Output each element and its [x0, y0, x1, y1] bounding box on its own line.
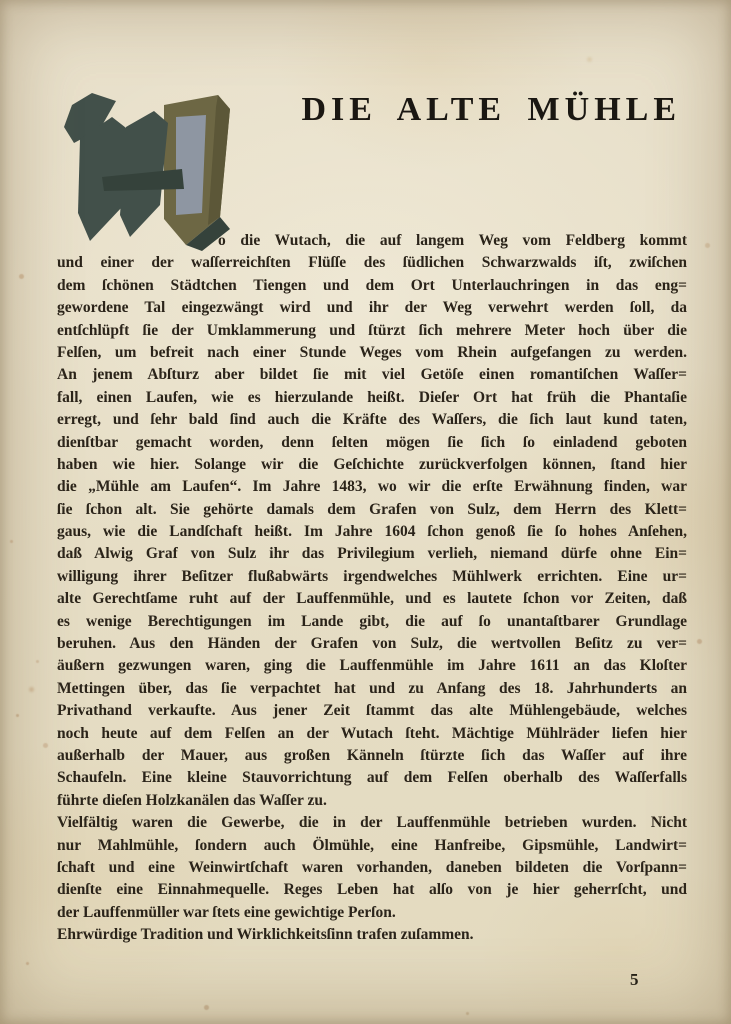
- text-line: entſchlüpft ſie der Umklammerung und ſtürzt ſich mehrere Meter hoch über die: [57, 321, 687, 339]
- text-line: daß Alwig Graf von Sulz ihr das Privilegium verlieh, niemand dürfe ohne Ein=: [57, 545, 687, 563]
- text-line: haben wie hier. Solange wir die Geſchichte zurückverfolgen können, ſtand hier: [57, 455, 687, 473]
- drop-cap-panel: [176, 115, 206, 215]
- text-line: An jenem Abſturz aber bildet ſie mit viel Getöſe einen romantiſchen Waſſer=: [57, 366, 687, 384]
- text-line: gewordene Tal eingezwängt wird und ihr der Weg verwehrt werden ſoll, da: [57, 299, 687, 317]
- illuminated-initial-w: [60, 87, 232, 253]
- text-line: dem ſchönen Städtchen Tiengen und dem Ort Unterlauchringen in das eng=: [57, 276, 687, 294]
- text-line: alte Gerechtſame ruht auf der Lauffenmühle, und es lautete ſchon vor Zeiten, daß: [57, 590, 687, 608]
- text-line: außerhalb der Mauer, aus großen Känneln ſtürzte ſich das Waſſer auf ihre: [57, 746, 687, 764]
- text-line: dienſte eine Einnahmequelle. Reges Leben hat alſo von je hier geherrſcht, und: [57, 881, 687, 899]
- body-text: [57, 230, 687, 947]
- text-line: ſie ſchon alt. Sie gehörte damals dem Grafen von Sulz, dem Herrn des Klett=: [57, 500, 687, 518]
- text-line: äußern gezwungen waren, ging die Lauffenmühle im Jahre 1611 an das Kloſter: [57, 657, 687, 675]
- text-line: der Lauffenmüller war ſtets eine gewichtige Perſon.: [57, 903, 396, 921]
- text-line: beruhen. Aus den Händen der Grafen von Sulz, die wertvollen Beſitz zu ver=: [57, 635, 687, 653]
- text-line: erregt, und ſehr bald ſind auch die Kräfte des Waſſers, die ſich laut kund taten,: [57, 411, 687, 429]
- paper-stains: [0, 0, 3, 3]
- text-line: ſchaft und eine Weinwirtſchaft waren vorhanden, daneben bildeten die Vorſpann=: [57, 858, 687, 876]
- text-line: gaus, wie die Landſchaft heißt. Im Jahre 1604 ſchon genoß ſie ſo hohes Anſehen,: [57, 523, 687, 541]
- text-line: o die Wutach, die auf langem Weg vom Feldberg kommt: [218, 232, 687, 249]
- page-number: 5: [630, 970, 639, 989]
- text-line: nur Mahlmühle, ſondern auch Ölmühle, eine Hanfreibe, Gipsmühle, Landwirt=: [57, 836, 687, 854]
- text-line: Felſen, um befreit nach einer Stunde Weges vom Rhein aufgefangen zu werden.: [57, 343, 687, 361]
- text-line: Vielfältig waren die Gewerbe, die in der Lauffenmühle betrieben wurden. Nicht: [57, 814, 687, 832]
- text-line: Schaufeln. Eine kleine Stauvorrichtung auf dem Felſen oberhalb des Waſſerfalls: [57, 769, 687, 787]
- text-line: fall, einen Laufen, wie es hierzulande heißt. Dieſer Ort hat früh die Phantaſie: [57, 388, 687, 406]
- chapter-title: DIE ALTE MÜHLE: [301, 91, 681, 128]
- text-line: und einer der waſſerreichſten Flüſſe des ſüdlichen Schwarzwalds iſt, zwiſchen: [57, 254, 687, 272]
- text-line: die „Mühle am Laufen“. Im Jahre 1483, wo wir die erſte Erwähnung finden, war: [57, 478, 687, 496]
- text-line: dienſtbar gemacht worden, denn ſelten mögen ſie ſich ſo einladend geboten: [57, 433, 687, 451]
- text-line: führte dieſen Holzkanälen das Waſſer zu.: [57, 791, 327, 809]
- text-line: Ehrwürdige Tradition und Wirklichkeitsſinn trafen zuſammen.: [57, 926, 474, 944]
- text-line: es wenige Berechtigungen im Lande gibt, die auf ſo unantaſtbarer Grundlage: [57, 612, 687, 630]
- text-line: Privathand verkaufte. Aus jener Zeit ſtammt das alte Mühlengebäude, welches: [57, 702, 687, 720]
- text-line: noch heute auf dem Felſen an der Wutach ſteht. Mächtige Mühlräder liefen hier: [57, 724, 687, 742]
- text-line: Mettingen über, das ſie verpachtet hat und zu Anfang des 18. Jahrhunderts an: [57, 679, 687, 697]
- text-line: willigung ihrer Beſitzer flußabwärts irgendwelches Mühlwerk errichten. Eine ur=: [57, 567, 687, 585]
